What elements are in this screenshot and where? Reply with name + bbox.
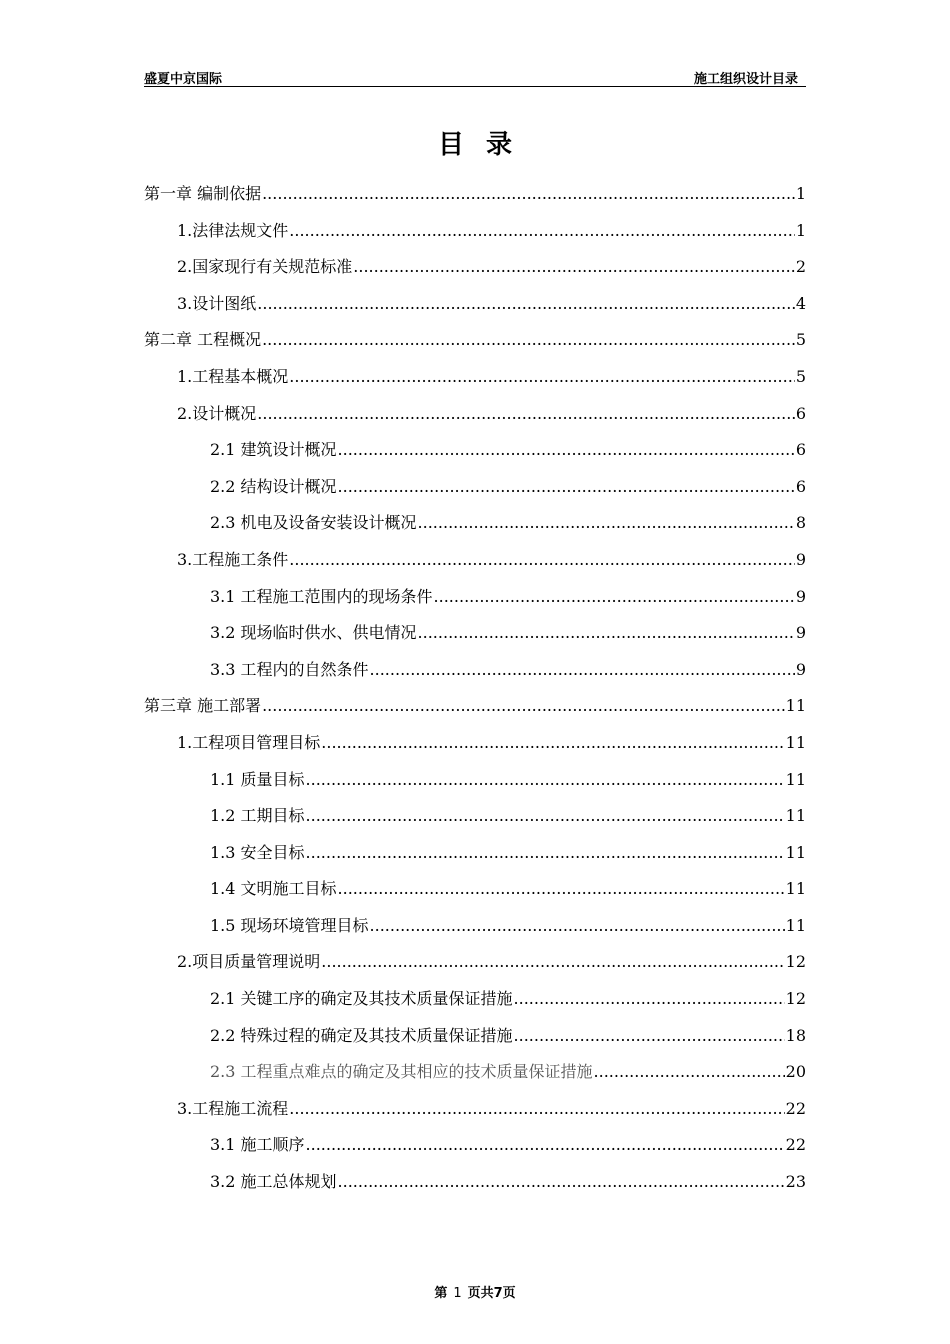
toc-entry-page: 18 (785, 1025, 806, 1045)
toc-entry[interactable] (144, 725, 806, 762)
toc-entry-title: 2.3 工程重点难点的确定及其相应的技术质量保证措施 (210, 1062, 593, 1082)
toc-entry[interactable] (144, 322, 806, 359)
toc-leader-dots (289, 359, 795, 396)
toc-entry-page: 6 (795, 440, 806, 460)
toc-leader-dots (338, 1164, 785, 1201)
toc-leader-dots (418, 615, 795, 652)
toc-entry-title: 1.工程基本概况 (177, 366, 289, 386)
toc-entry-page: 23 (785, 1172, 806, 1192)
toc-leader-dots (257, 396, 795, 433)
toc-entry-title: 3.工程施工流程 (177, 1098, 289, 1118)
toc-leader-dots (594, 1054, 785, 1091)
toc-entry-page: 22 (785, 1098, 806, 1118)
toc-entry[interactable] (144, 1164, 806, 1201)
toc-leader-dots (370, 652, 795, 689)
toc-leader-dots (514, 1018, 785, 1055)
toc-entry[interactable] (144, 176, 806, 213)
footer-total-pages: 7 (493, 1286, 503, 1301)
toc-leader-dots (321, 725, 784, 762)
toc-entry-page: 8 (795, 513, 806, 533)
toc-entry[interactable] (144, 396, 806, 433)
toc-entry[interactable] (144, 1054, 806, 1091)
toc-entry-title: 1.3 安全目标 (210, 842, 305, 862)
footer-prefix: 第 (434, 1286, 448, 1301)
toc-entry-title: 3.工程施工条件 (177, 549, 289, 569)
toc-entry[interactable] (144, 762, 806, 799)
toc-entry-page: 5 (795, 366, 806, 386)
toc-leader-dots (289, 1091, 784, 1128)
toc-entry-page: 22 (785, 1135, 806, 1155)
toc-entry[interactable] (144, 798, 806, 835)
toc-entry[interactable] (144, 871, 806, 908)
toc-entry[interactable] (144, 615, 806, 652)
page-title: 目录 (437, 130, 534, 160)
toc-entry-title: 3.1 施工顺序 (210, 1135, 305, 1155)
toc-entry-title: 2.设计概况 (177, 403, 257, 423)
toc-entry-title: 1.2 工期目标 (210, 806, 305, 826)
toc-leader-dots (338, 871, 785, 908)
toc-entry-title: 3.2 现场临时供水、供电情况 (210, 623, 417, 643)
toc-entry-title: 3.2 施工总体规划 (210, 1172, 337, 1192)
toc-entry-page: 9 (795, 586, 806, 606)
toc-leader-dots (289, 542, 795, 579)
toc-entry[interactable] (144, 1091, 806, 1128)
toc-entry[interactable] (144, 1127, 806, 1164)
toc-entry-page: 11 (785, 806, 806, 826)
footer-current-page: 1 (453, 1286, 462, 1301)
toc-entry-page: 1 (795, 220, 806, 240)
toc-entry-page: 9 (795, 659, 806, 679)
toc-leader-dots (257, 286, 795, 323)
toc-entry[interactable] (144, 213, 806, 250)
toc-entry[interactable] (144, 249, 806, 286)
toc-leader-dots (306, 1127, 785, 1164)
toc-entry[interactable] (144, 908, 806, 945)
toc-entry-page: 11 (785, 879, 806, 899)
toc-entry[interactable] (144, 542, 806, 579)
toc-entry[interactable] (144, 688, 806, 725)
header-right-text: 施工组织设计目录 (693, 72, 798, 87)
toc-entry[interactable] (144, 359, 806, 396)
toc-entry-page: 11 (785, 732, 806, 752)
toc-entry-page: 9 (795, 549, 806, 569)
toc-leader-dots (370, 908, 785, 945)
toc-leader-dots (418, 505, 795, 542)
toc-entry-title: 2.1 建筑设计概况 (210, 440, 337, 460)
toc-leader-dots (321, 944, 784, 981)
toc-entry-title: 3.设计图纸 (177, 293, 257, 313)
toc-entry-page: 6 (795, 476, 806, 496)
toc-entry-title: 2.项目质量管理说明 (177, 952, 321, 972)
toc-entry-title: 第二章 工程概况 (144, 330, 262, 350)
toc-leader-dots (306, 762, 785, 799)
toc-entry-page: 5 (795, 330, 806, 350)
page-footer (0, 1282, 950, 1301)
toc-leader-dots (514, 981, 785, 1018)
toc-entry-title: 1.5 现场环境管理目标 (210, 915, 369, 935)
toc-entry-title: 2.3 机电及设备安装设计概况 (210, 513, 417, 533)
toc-leader-dots (262, 176, 795, 213)
footer-suffix: 页 (502, 1286, 516, 1301)
toc-entry-title: 第一章 编制依据 (144, 184, 262, 203)
toc-entry-title: 3.1 工程施工范围内的现场条件 (210, 586, 433, 606)
toc-entry-page: 20 (785, 1062, 806, 1082)
toc-entry-page: 4 (795, 293, 806, 313)
toc-entry-page: 11 (785, 842, 806, 862)
toc-entry-title: 3.3 工程内的自然条件 (210, 659, 369, 679)
toc-entry-page: 1 (795, 184, 806, 203)
toc-entry-page: 11 (785, 915, 806, 935)
page-header (144, 66, 806, 87)
toc-leader-dots (338, 432, 795, 469)
toc-leader-dots (262, 322, 795, 359)
toc-leader-dots (434, 579, 795, 616)
toc-entry-page: 9 (795, 623, 806, 643)
header-left-text: 盛夏中京国际 (144, 72, 223, 87)
toc-entry[interactable] (144, 1018, 806, 1055)
toc-entry-page: 11 (785, 696, 806, 716)
toc-leader-dots (338, 469, 795, 506)
footer-middle: 页共 (467, 1286, 494, 1301)
toc-entry-title: 1.1 质量目标 (210, 769, 305, 789)
toc-entry-title: 2.2 特殊过程的确定及其技术质量保证措施 (210, 1025, 513, 1045)
toc-entry[interactable] (144, 505, 806, 542)
toc-entry-title: 2.2 结构设计概况 (210, 476, 337, 496)
toc-entry-title: 第三章 施工部署 (144, 696, 262, 716)
toc-leader-dots (289, 213, 795, 250)
toc-entry-page: 12 (785, 989, 806, 1009)
toc-entry-title: 2.1 关键工序的确定及其技术质量保证措施 (210, 989, 513, 1009)
toc-entry-title: 1.法律法规文件 (177, 220, 289, 240)
toc-entry[interactable] (144, 652, 806, 689)
toc-entry[interactable] (144, 286, 806, 323)
toc-entry-page: 11 (785, 769, 806, 789)
toc-entry-title: 2.国家现行有关规范标准 (177, 257, 353, 277)
toc-entry-page: 2 (795, 257, 806, 277)
table-of-contents (144, 176, 806, 1201)
toc-entry-page: 12 (785, 952, 806, 972)
toc-entry-page: 6 (795, 403, 806, 423)
toc-entry[interactable] (144, 432, 806, 469)
toc-entry[interactable] (144, 981, 806, 1018)
toc-entry[interactable] (144, 469, 806, 506)
toc-leader-dots (262, 688, 785, 725)
toc-entry-title: 1.4 文明施工目标 (210, 879, 337, 899)
toc-leader-dots (306, 835, 785, 872)
toc-entry-title: 1.工程项目管理目标 (177, 732, 321, 752)
toc-entry[interactable] (144, 835, 806, 872)
toc-entry[interactable] (144, 944, 806, 981)
toc-leader-dots (353, 249, 795, 286)
toc-entry[interactable] (144, 579, 806, 616)
toc-leader-dots (306, 798, 785, 835)
